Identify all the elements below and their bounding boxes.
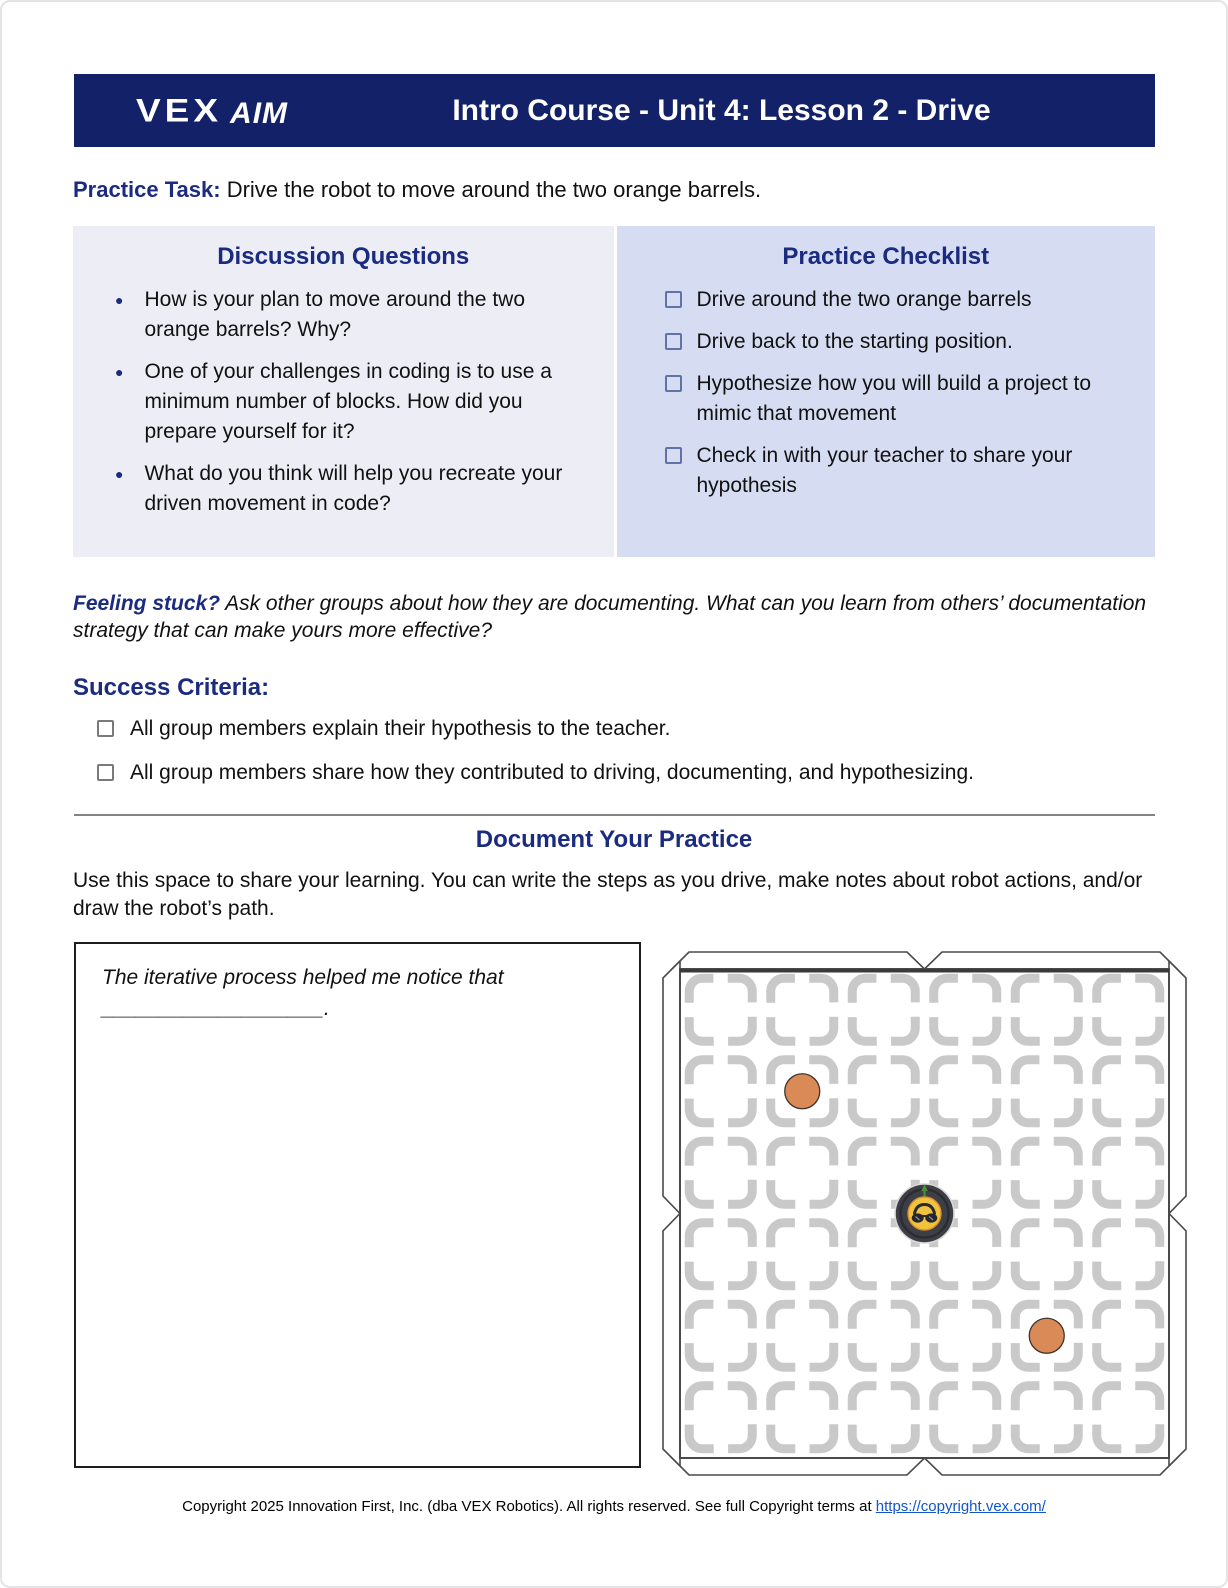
checkbox-icon[interactable] (665, 291, 682, 308)
discussion-questions-panel (73, 226, 614, 557)
success-criteria-title: Success Criteria: (73, 674, 270, 702)
document-practice-intro: Use this space to share your learning. You can write the steps as you drive, make notes about robot actions, and/or draw the robot’s path. (73, 869, 1143, 920)
vex-logo-text: VEX (136, 92, 223, 129)
lesson-title: Intro Course - Unit 4: Lesson 2 - Drive (452, 93, 991, 127)
success-criteria-list (73, 714, 1155, 788)
practice-checklist-panel (617, 226, 1156, 557)
notes-area[interactable] (74, 942, 641, 1468)
discussion-question: What do you think will help you recreate your driven movement in code? (144, 461, 563, 515)
checklist-item: Hypothesize how you will build a project to mimic that movement (696, 371, 1092, 425)
field-wall-panel (1169, 1214, 1186, 1467)
list-item (73, 714, 1155, 744)
field-wall-panel (663, 961, 680, 1214)
practice-task (73, 176, 1155, 205)
discussion-question: One of your challenges in coding is to use a minimum number of blocks. How did you prepare yourself for it? (144, 359, 552, 443)
section-divider (74, 814, 1155, 816)
practice-task-text: Drive the robot to move around the two orange barrels. (220, 177, 762, 202)
checklist-item: Check in with your teacher to share your hypothesis (696, 443, 1073, 497)
field-wall-panel (925, 952, 1178, 969)
aim-robot (895, 1184, 954, 1243)
feeling-stuck-text: Ask other groups about how they are documenting. What can you learn from others’ documentation strategy that can make yours more effective? (73, 591, 1147, 643)
field-wall-panel (925, 1458, 1178, 1475)
columns-section (73, 226, 1155, 557)
field-wall-panel (672, 1458, 925, 1475)
discussion-question: How is your plan to move around the two orange barrels? Why? (144, 287, 526, 341)
checkbox-icon[interactable] (97, 764, 114, 781)
document-practice-title: Document Your Practice (475, 826, 753, 854)
checkbox-icon[interactable] (665, 375, 682, 392)
bullet-icon: ● (115, 291, 124, 308)
checklist-item: Drive around the two orange barrels (696, 287, 1032, 311)
checkbox-icon[interactable] (97, 720, 114, 737)
list-item (637, 441, 1136, 501)
header-bar (74, 74, 1155, 147)
list-item (637, 327, 1136, 357)
copyright-text: Copyright 2025 Innovation First, Inc. (dba VEX Robotics). All rights reserved. See full Copyright terms at (182, 1498, 876, 1515)
discussion-questions-title: Discussion Questions (217, 242, 470, 270)
checkbox-icon[interactable] (665, 333, 682, 350)
field-wall-panel (672, 952, 925, 969)
success-criteria-item: All group members explain their hypothesis to the teacher. (130, 717, 671, 741)
copyright-footer (2, 1498, 1226, 1515)
list-item (93, 285, 594, 345)
list-item (93, 459, 594, 519)
practice-task-label: Practice Task: (73, 177, 221, 202)
field-wall-panel (663, 1214, 680, 1467)
checkbox-icon[interactable] (665, 447, 682, 464)
aim-logo-text: AIM (230, 96, 289, 130)
aim-field (652, 941, 1187, 1476)
bullet-icon: ● (115, 363, 124, 380)
list-item (73, 758, 1155, 788)
success-criteria-item: All group members share how they contributed to driving, documenting, and hypothesizing. (130, 761, 974, 785)
bullet-icon: ● (115, 465, 124, 482)
checklist-item: Drive back to the starting position. (696, 329, 1013, 353)
list-item (637, 369, 1136, 429)
feeling-stuck (73, 590, 1155, 645)
practice-checklist-title: Practice Checklist (782, 242, 990, 270)
aim-field-image (652, 941, 1187, 1476)
list-item (637, 285, 1136, 315)
orange-barrel (785, 1074, 820, 1109)
field-wall-panel (1169, 961, 1186, 1214)
feeling-stuck-label: Feeling stuck? (73, 591, 221, 615)
list-item (93, 357, 594, 447)
orange-barrel (1029, 1319, 1064, 1354)
robot-face (908, 1197, 941, 1230)
note-blank-line: ___________________. (102, 996, 330, 1020)
copyright-link[interactable]: https://copyright.vex.com/ (875, 1498, 1046, 1515)
note-sentence-start: The iterative process helped me notice that (102, 966, 504, 990)
vex-aim-logo (136, 90, 288, 132)
documentation-row (74, 942, 1226, 1477)
